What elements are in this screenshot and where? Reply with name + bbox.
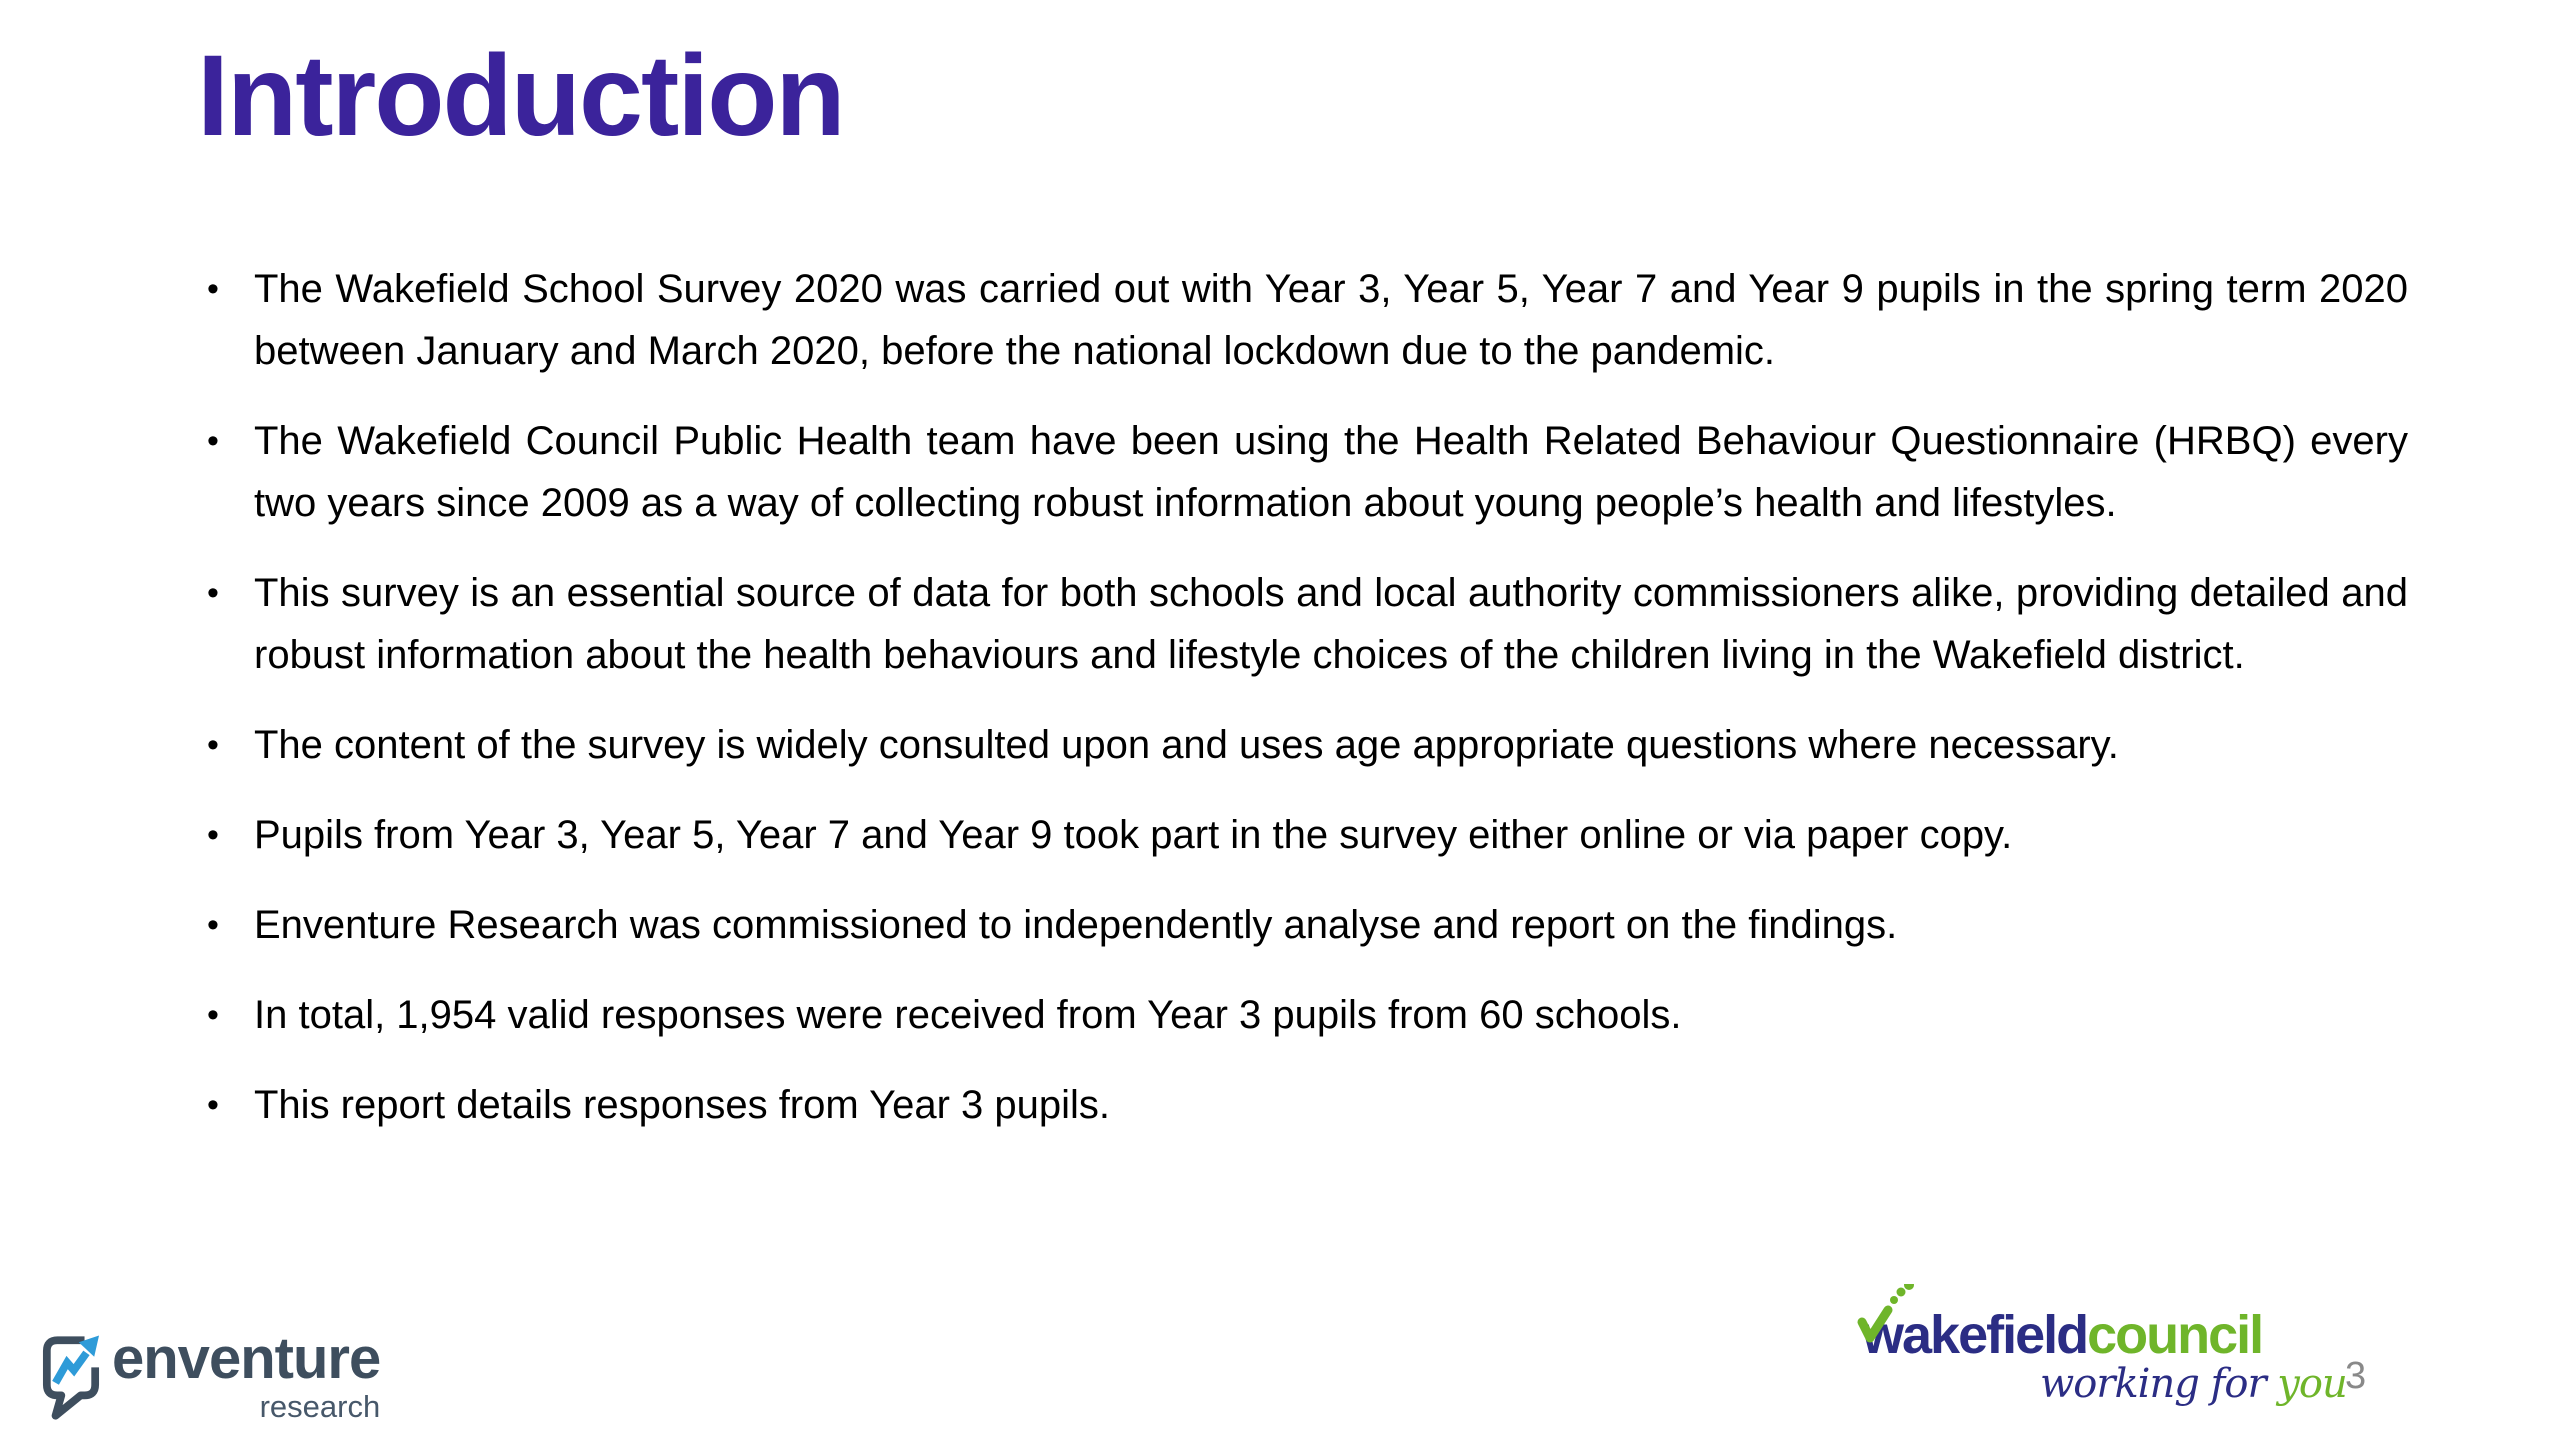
bullet-item: • In total, 1,954 valid responses were received from Year 3 pupils from 60 schools.: [203, 984, 2408, 1046]
bullet-item: • The content of the survey is widely consulted upon and uses age appropriate questions where necessary.: [203, 714, 2408, 776]
bullet-item: • The Wakefield School Survey 2020 was carried out with Year 3, Year 5, Year 7 and Year 9 pupils in the spring term 2020 between January and March 2020, before the national lockdown due to the pandemic.: [203, 258, 2408, 382]
bullet-list: [203, 258, 2408, 1164]
enventure-name: enventure: [112, 1326, 381, 1391]
wakefield-wordmark: [1862, 1306, 2292, 1364]
page-title: Introduction: [197, 32, 844, 160]
enventure-subtitle: research: [259, 1389, 381, 1424]
bullet-item: • The Wakefield Council Public Health team have been using the Health Related Behaviour Questionnaire (HRBQ) every two years since 2009 as a way of collecting robust information about young people’s health and lifestyles.: [203, 410, 2408, 534]
page-number: 3: [2345, 1355, 2367, 1397]
tagline-you: you: [2277, 1361, 2347, 1407]
bullet-item: • This survey is an essential source of data for both schools and local authority commissioners alike, providing detailed and robust information about the health behaviours and lifestyle choices of the children living in the Wakefield district.: [203, 562, 2408, 686]
tagline-working-for: working for: [2040, 1361, 2266, 1407]
bullet-item: • This report details responses from Year 3 pupils.: [203, 1074, 2408, 1136]
wakefield-council-logo: [1862, 1305, 2347, 1407]
chat-bubble-trend-arrow-icon: [42, 1334, 100, 1422]
wakefield-tagline: [1862, 1361, 2347, 1407]
bullet-item: • Pupils from Year 3, Year 5, Year 7 and Year 9 took part in the survey either online or via paper copy.: [203, 804, 2408, 866]
wakefield-name: wakefield: [1862, 1305, 2088, 1365]
wakefield-suffix: council: [2087, 1305, 2263, 1365]
bullet-item: • Enventure Research was commissioned to independently analyse and report on the findings.: [203, 894, 2408, 956]
enventure-wordmark: [112, 1326, 381, 1424]
enventure-logo: [42, 1326, 381, 1424]
